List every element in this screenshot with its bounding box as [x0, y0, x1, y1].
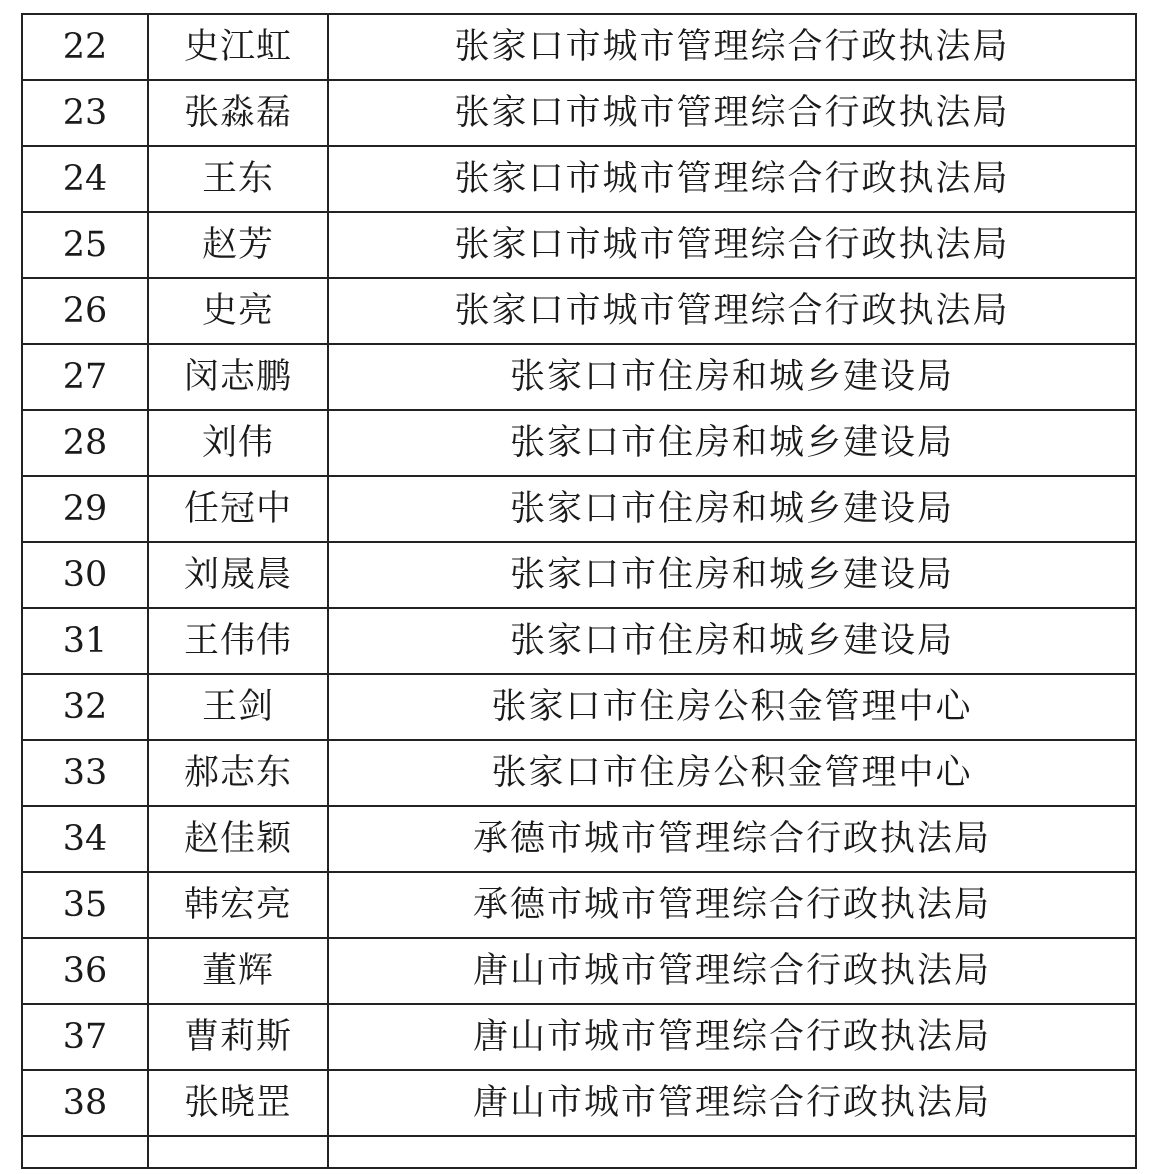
table-row: [22, 1070, 1136, 1136]
table-row: [22, 542, 1136, 608]
organization-cell: 张家口市住房公积金管理中心: [328, 674, 1136, 740]
person-name-cell: 张淼磊: [148, 80, 328, 146]
person-name-cell-empty: [148, 1136, 328, 1168]
row-number-cell: 29: [22, 476, 148, 542]
person-name-cell: 张晓罡: [148, 1070, 328, 1136]
table-row: [22, 938, 1136, 1004]
table-row: [22, 410, 1136, 476]
organization-cell: 承德市城市管理综合行政执法局: [328, 872, 1136, 938]
person-name-cell: 刘伟: [148, 410, 328, 476]
row-number-cell: 26: [22, 278, 148, 344]
row-number-cell: 33: [22, 740, 148, 806]
person-name-cell: 曹莉斯: [148, 1004, 328, 1070]
person-name-cell: 史江虹: [148, 14, 328, 80]
table-row: [22, 146, 1136, 212]
person-name-cell: 王伟伟: [148, 608, 328, 674]
row-number-cell: 24: [22, 146, 148, 212]
person-name-cell: 闵志鹏: [148, 344, 328, 410]
row-number-cell: 22: [22, 14, 148, 80]
table-row: [22, 212, 1136, 278]
person-name-cell: 史亮: [148, 278, 328, 344]
row-number-cell: 23: [22, 80, 148, 146]
organization-cell: 张家口市城市管理综合行政执法局: [328, 146, 1136, 212]
table-row: [22, 1004, 1136, 1070]
table-row-cut-off: [22, 1136, 1136, 1168]
organization-cell: 唐山市城市管理综合行政执法局: [328, 1070, 1136, 1136]
row-number-cell: 37: [22, 1004, 148, 1070]
organization-cell: 张家口市住房和城乡建设局: [328, 476, 1136, 542]
row-number-cell: 38: [22, 1070, 148, 1136]
organization-cell: 张家口市住房和城乡建设局: [328, 344, 1136, 410]
person-name-cell: 王剑: [148, 674, 328, 740]
row-number-cell-empty: [22, 1136, 148, 1168]
row-number-cell: 27: [22, 344, 148, 410]
person-name-cell: 任冠中: [148, 476, 328, 542]
person-name-cell: 董辉: [148, 938, 328, 1004]
person-name-cell: 郝志东: [148, 740, 328, 806]
person-name-cell: 赵芳: [148, 212, 328, 278]
table-row: [22, 740, 1136, 806]
organization-cell: 承德市城市管理综合行政执法局: [328, 806, 1136, 872]
table-row: [22, 674, 1136, 740]
organization-cell: 张家口市住房公积金管理中心: [328, 740, 1136, 806]
row-number-cell: 32: [22, 674, 148, 740]
organization-cell: 张家口市住房和城乡建设局: [328, 542, 1136, 608]
table-row: [22, 14, 1136, 80]
row-number-cell: 35: [22, 872, 148, 938]
organization-cell: 张家口市城市管理综合行政执法局: [328, 80, 1136, 146]
row-number-cell: 34: [22, 806, 148, 872]
row-number-cell: 31: [22, 608, 148, 674]
organization-cell: 张家口市住房和城乡建设局: [328, 608, 1136, 674]
row-number-cell: 25: [22, 212, 148, 278]
table-row: [22, 608, 1136, 674]
organization-cell-empty: [328, 1136, 1136, 1168]
table-row: [22, 80, 1136, 146]
table-row: [22, 344, 1136, 410]
organization-cell: 张家口市城市管理综合行政执法局: [328, 278, 1136, 344]
row-number-cell: 28: [22, 410, 148, 476]
table-row: [22, 278, 1136, 344]
table-row: [22, 806, 1136, 872]
table-row: [22, 872, 1136, 938]
organization-cell: 张家口市城市管理综合行政执法局: [328, 212, 1136, 278]
organization-cell: 张家口市城市管理综合行政执法局: [328, 14, 1136, 80]
row-number-cell: 36: [22, 938, 148, 1004]
roster-table-body: [22, 14, 1136, 1168]
person-name-cell: 韩宏亮: [148, 872, 328, 938]
organization-cell: 唐山市城市管理综合行政执法局: [328, 938, 1136, 1004]
organization-cell: 张家口市住房和城乡建设局: [328, 410, 1136, 476]
person-name-cell: 刘晟晨: [148, 542, 328, 608]
row-number-cell: 30: [22, 542, 148, 608]
person-name-cell: 赵佳颖: [148, 806, 328, 872]
person-name-cell: 王东: [148, 146, 328, 212]
organization-cell: 唐山市城市管理综合行政执法局: [328, 1004, 1136, 1070]
roster-table: [21, 13, 1137, 1169]
table-row: [22, 476, 1136, 542]
